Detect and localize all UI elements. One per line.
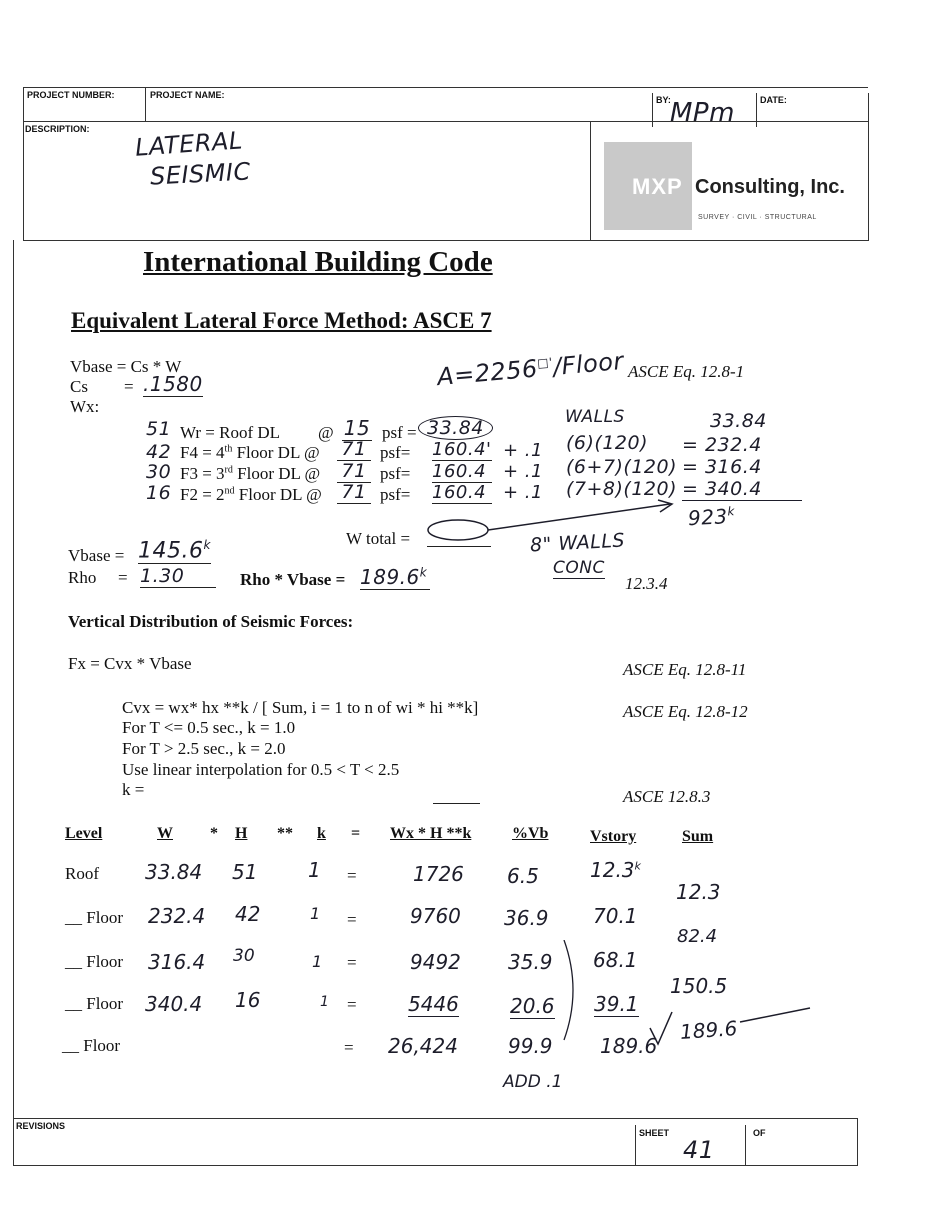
cell-k: 1 xyxy=(308,858,321,882)
col-header-eq: = xyxy=(351,825,361,842)
arrow-shaft xyxy=(488,504,670,530)
result-value: 160.4 xyxy=(432,482,492,504)
weight-label-tail: Floor DL @ xyxy=(232,464,321,483)
col-header-k: k xyxy=(317,825,326,842)
cell-h: 30 xyxy=(233,946,255,966)
weight-label xyxy=(180,485,322,505)
psf-label: psf= xyxy=(380,485,411,504)
rho-vbase-unit: k xyxy=(419,565,428,580)
cell-vstory: 68.1 xyxy=(593,948,638,972)
cs-value: .1580 xyxy=(143,372,203,396)
logo-tagline: SURVEY · CIVIL · STRUCTURAL xyxy=(698,214,817,221)
wall-calc: (7+8)(120) xyxy=(566,478,678,500)
cell-vstory xyxy=(590,858,641,882)
wall-total-value: 923 xyxy=(687,504,729,531)
weight-label-sup: th xyxy=(224,443,233,455)
area-note-tail: /Floor xyxy=(551,346,625,381)
cvx-formula: Cvx = wx* hx **k / [ Sum, i = 1 to n of wi * hi **k] xyxy=(122,698,479,717)
cell-vstory-value: 12.3 xyxy=(590,858,635,882)
wall-calc: (6)(120) xyxy=(566,432,649,454)
sheet-value: 41 xyxy=(683,1136,715,1164)
w-total-circle xyxy=(428,520,488,540)
wall-total xyxy=(687,504,735,530)
k-rule-2: For T > 2.5 sec., k = 2.0 xyxy=(122,739,286,758)
at-symbol: @ xyxy=(318,423,334,442)
result-value: 160.4 xyxy=(432,461,492,483)
cmu-note-2: CONC xyxy=(553,558,605,578)
cell-wxh: 26,424 xyxy=(388,1034,458,1058)
description-line-2: SEISMIC xyxy=(149,157,252,191)
cell-w: 33.84 xyxy=(145,860,203,884)
description-line-1: LATERAL xyxy=(134,126,244,162)
cell-vstory: 39.1 xyxy=(594,992,639,1016)
vbase-unit: k xyxy=(203,538,211,552)
col-header-wxh: Wx * H **k xyxy=(390,825,472,842)
vbase-formula: Vbase = Cs * W xyxy=(70,357,182,376)
psf-label: psf= xyxy=(380,464,411,483)
cell-level: __ Floor xyxy=(62,1036,121,1055)
weight-label-main: F3 = 3 xyxy=(180,464,225,483)
plus-note: + .1 xyxy=(503,461,543,482)
psf-label: psf = xyxy=(382,423,417,442)
wall-calc: (6+7)(120) xyxy=(566,456,678,478)
vbase-number: 145.6 xyxy=(138,538,204,564)
page-title: International Building Code xyxy=(143,246,493,278)
cell-level: __ Floor xyxy=(65,952,124,971)
by-value: MPm xyxy=(670,98,735,128)
col-header-w: W xyxy=(157,825,173,842)
cell-k: 1 xyxy=(312,952,323,971)
rho-label: Rho xyxy=(68,568,97,587)
cell-h: 51 xyxy=(232,860,258,884)
sum-value: 189.6 xyxy=(679,1016,739,1044)
sum-value: 12.3 xyxy=(676,880,721,904)
cell-w: 316.4 xyxy=(148,950,206,974)
w-total-label: W total = xyxy=(346,529,411,548)
col-header-vstory: Vstory xyxy=(590,828,637,845)
col-header-h: H xyxy=(235,825,248,842)
rho-value: 1.30 xyxy=(140,565,216,588)
rho-ref: 12.3.4 xyxy=(625,574,668,593)
walls-label: WALLS xyxy=(565,407,625,427)
revisions-label: REVISIONS xyxy=(16,1121,66,1131)
weight-label-main: F2 = 2 xyxy=(180,485,225,504)
k-label: k = xyxy=(122,780,145,799)
cell-pct: 99.9 xyxy=(508,1034,553,1058)
weight-label-sup: nd xyxy=(224,485,235,497)
logo-name: Consulting, Inc. xyxy=(695,176,845,198)
weight-label-main: F4 = 4 xyxy=(180,443,225,462)
weight-label-tail: Floor DL @ xyxy=(234,485,322,504)
cell-h: 42 xyxy=(235,902,261,926)
of-label: OF xyxy=(753,1128,766,1138)
psf-value: 15 xyxy=(343,416,371,440)
psf-value: 71 xyxy=(337,460,371,483)
sum-value: 82.4 xyxy=(677,926,718,947)
cell-pct: 35.9 xyxy=(508,950,553,974)
col-header-pow: ** xyxy=(277,825,293,842)
cs-label: Cs xyxy=(70,377,88,396)
rho-vbase-value xyxy=(360,565,430,590)
cell-level: Roof xyxy=(65,864,99,883)
logo-mark: MXP xyxy=(632,174,683,199)
rho-vbase-label: Rho * Vbase = xyxy=(240,570,346,589)
weight-label-sup: rd xyxy=(224,464,233,476)
psf-label: psf= xyxy=(380,443,411,462)
result-value: 160.4' xyxy=(432,439,492,460)
cell-wxh: 1726 xyxy=(413,862,464,886)
cvx-ref: ASCE Eq. 12.8-12 xyxy=(623,702,748,721)
cell-eq: = xyxy=(344,1038,354,1057)
cell-wxh: 9760 xyxy=(410,904,461,928)
weight-label xyxy=(180,464,320,484)
cs-eq: = xyxy=(124,377,134,396)
check-stroke xyxy=(740,1008,810,1022)
area-note-sup: □' xyxy=(536,355,554,371)
weight-label xyxy=(180,443,320,463)
col-header-sum: Sum xyxy=(682,828,714,845)
project-name-label: PROJECT NAME: xyxy=(150,90,225,100)
cell-h: 16 xyxy=(235,988,261,1012)
fx-ref: ASCE Eq. 12.8-11 xyxy=(623,660,747,679)
cell-eq: = xyxy=(347,953,357,972)
plus-note: + .1 xyxy=(503,440,543,461)
col-header-times: * xyxy=(210,825,218,842)
sum-value: 150.5 xyxy=(670,974,728,998)
cell-pct: 6.5 xyxy=(507,864,539,888)
cell-vstory: 70.1 xyxy=(593,904,638,928)
page-subtitle: Equivalent Lateral Force Method: ASCE 7 xyxy=(71,308,492,333)
wall-result: = 340.4 xyxy=(682,478,802,501)
vbase-label: Vbase = xyxy=(68,546,125,565)
cell-level: __ Floor xyxy=(65,994,124,1013)
cmu-note-1: 8" WALLS xyxy=(529,529,626,557)
height-value: 30 xyxy=(146,461,172,483)
cell-k: 1 xyxy=(320,994,329,1010)
result-value-circled: 33.84 xyxy=(418,416,493,440)
date-label: DATE: xyxy=(760,95,787,105)
cell-vstory-unit: k xyxy=(634,859,641,873)
add-note: ADD .1 xyxy=(503,1072,563,1092)
eq-ref-12-8-1: ASCE Eq. 12.8-1 xyxy=(628,362,745,381)
vertical-heading: Vertical Distribution of Seismic Forces: xyxy=(68,612,354,631)
psf-value: 71 xyxy=(337,481,371,504)
cell-eq: = xyxy=(347,910,357,929)
area-note-main: A=2256 xyxy=(436,354,539,392)
psf-value: 71 xyxy=(337,438,371,461)
check-tick xyxy=(650,1012,672,1044)
fx-formula: Fx = Cvx * Vbase xyxy=(68,654,192,673)
k-ref: ASCE 12.8.3 xyxy=(623,787,711,806)
project-number-label: PROJECT NUMBER: xyxy=(27,90,115,100)
wall-result: = 316.4 xyxy=(682,456,762,478)
cell-wxh: 5446 xyxy=(408,992,459,1016)
vbase-value xyxy=(138,538,211,564)
wall-result: = 232.4 xyxy=(682,434,762,456)
cell-vstory: 189.6 xyxy=(600,1034,658,1058)
cell-w: 340.4 xyxy=(145,992,203,1016)
rho-eq: = xyxy=(118,568,128,587)
wall-result: 33.84 xyxy=(710,410,767,432)
area-note xyxy=(436,347,625,391)
wx-label: Wx: xyxy=(70,397,100,416)
bracket-stroke xyxy=(564,940,573,1040)
height-value: 51 xyxy=(146,418,172,440)
cell-pct: 36.9 xyxy=(504,906,549,930)
sum-check-mark xyxy=(560,940,820,1050)
height-value: 16 xyxy=(146,482,172,504)
weight-label: Wr = Roof DL xyxy=(180,423,281,442)
weight-label-tail: Floor DL @ xyxy=(232,443,320,462)
description-label: DESCRIPTION: xyxy=(25,124,90,134)
plus-note: + .1 xyxy=(503,482,543,503)
cell-pct: 20.6 xyxy=(510,994,555,1018)
cell-level: __ Floor xyxy=(65,908,124,927)
by-label: BY: xyxy=(656,95,671,105)
cell-eq: = xyxy=(347,866,357,885)
sheet-left-border xyxy=(13,240,14,1165)
col-header-pct: %Vb xyxy=(512,825,549,842)
wall-total-unit: k xyxy=(727,504,736,519)
rho-vbase-number: 189.6 xyxy=(360,565,420,589)
sheet-label: SHEET xyxy=(639,1128,670,1138)
height-value: 42 xyxy=(146,441,172,463)
k-rule-3: Use linear interpolation for 0.5 < T < 2.5 xyxy=(122,760,400,779)
cell-wxh: 9492 xyxy=(410,950,461,974)
cell-eq: = xyxy=(347,995,357,1014)
k-rule-1: For T <= 0.5 sec., k = 1.0 xyxy=(122,718,296,737)
cell-k: 1 xyxy=(310,904,321,923)
cell-w: 232.4 xyxy=(148,904,206,928)
k-blank xyxy=(433,803,480,804)
col-header-level: Level xyxy=(65,825,103,842)
